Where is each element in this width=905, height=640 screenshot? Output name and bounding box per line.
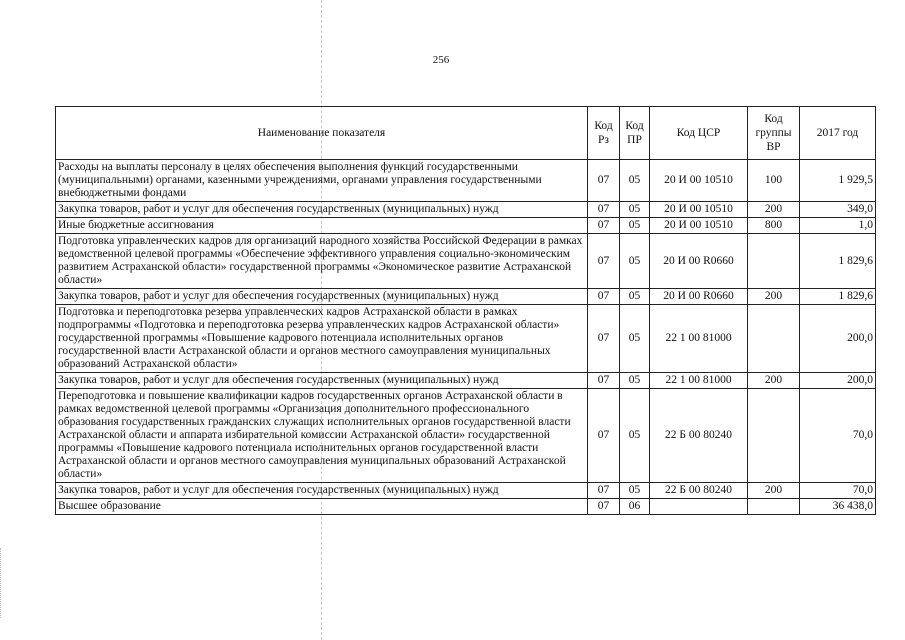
row-pr: 05 <box>620 160 650 202</box>
row-value: 200,0 <box>800 305 876 373</box>
row-rz: 07 <box>588 499 620 515</box>
row-vr: 200 <box>748 202 800 218</box>
row-value: 36 438,0 <box>800 499 876 515</box>
row-csr: 20 И 00 10510 <box>650 218 748 234</box>
row-value: 70,0 <box>800 483 876 499</box>
row-name: Закупка товаров, работ и услуг для обеспечения государственных (муниципальных) нужд <box>56 373 588 389</box>
row-name: Подготовка и переподготовка резерва управленческих кадров Астраханской области в рамках подпрограммы «Подготовка и переподготовка резерва управленческих кадров Астраханской области» государственной программы «Повышение кадрового потенциала исполнительных органов государственной власти Астраханской области и органов местного самоуправления муниципальных образований Астраханской области» <box>56 305 588 373</box>
row-pr: 05 <box>620 483 650 499</box>
table-row <box>56 305 876 373</box>
row-pr: 05 <box>620 289 650 305</box>
row-name: Расходы на выплаты персоналу в целях обеспечения выполнения функций государственными (муниципальными) органами, казенными учреждениями, органами управления государственными внебюджетными фондами <box>56 160 588 202</box>
table-row <box>56 289 876 305</box>
row-csr: 20 И 00 10510 <box>650 202 748 218</box>
row-rz: 07 <box>588 289 620 305</box>
row-rz: 07 <box>588 160 620 202</box>
row-vr <box>748 305 800 373</box>
row-vr: 200 <box>748 373 800 389</box>
header-csr: Код ЦСР <box>650 107 748 160</box>
row-csr: 22 Б 00 80240 <box>650 483 748 499</box>
row-rz: 07 <box>588 483 620 499</box>
row-csr: 22 Б 00 80240 <box>650 389 748 483</box>
row-vr: 100 <box>748 160 800 202</box>
row-value: 1 929,5 <box>800 160 876 202</box>
row-value: 200,0 <box>800 373 876 389</box>
row-value: 1 829,6 <box>800 289 876 305</box>
row-vr: 200 <box>748 483 800 499</box>
row-pr: 05 <box>620 373 650 389</box>
row-rz: 07 <box>588 202 620 218</box>
row-pr: 05 <box>620 305 650 373</box>
row-name: Переподготовка и повышение квалификации кадров государственных органов Астраханской области в рамках ведомственной целевой программы «Организация дополнительного профессионального образования государственных гражданских служащих исполнительных органов государственной власти Астраханской области и аппарата избирательной комиссии Астраханской области» государственной программы «Повышение кадрового потенциала исполнительных органов государственной власти Астраханской области и органов местного самоуправления муниципальных образований Астраханской области» <box>56 389 588 483</box>
table-row <box>56 160 876 202</box>
row-pr: 05 <box>620 202 650 218</box>
scan-margin-mark <box>0 548 1 618</box>
table-row <box>56 499 876 515</box>
header-name: Наименование показателя <box>56 107 588 160</box>
header-vr: Код группы ВР <box>748 107 800 160</box>
row-csr: 20 И 00 R0660 <box>650 289 748 305</box>
row-csr: 22 1 00 81000 <box>650 373 748 389</box>
row-name: Закупка товаров, работ и услуг для обеспечения государственных (муниципальных) нужд <box>56 202 588 218</box>
row-pr: 05 <box>620 389 650 483</box>
table-row <box>56 218 876 234</box>
row-vr <box>748 499 800 515</box>
row-vr <box>748 234 800 289</box>
table-row <box>56 389 876 483</box>
row-rz: 07 <box>588 389 620 483</box>
row-rz: 07 <box>588 305 620 373</box>
row-name: Закупка товаров, работ и услуг для обеспечения государственных (муниципальных) нужд <box>56 289 588 305</box>
row-vr: 200 <box>748 289 800 305</box>
header-pr: Код ПР <box>620 107 650 160</box>
table-row <box>56 234 876 289</box>
row-csr: 20 И 00 R0660 <box>650 234 748 289</box>
row-value: 70,0 <box>800 389 876 483</box>
header-year: 2017 год <box>800 107 876 160</box>
row-pr: 06 <box>620 499 650 515</box>
table-header-row <box>56 107 876 160</box>
row-vr <box>748 389 800 483</box>
row-name: Иные бюджетные ассигнования <box>56 218 588 234</box>
row-csr <box>650 499 748 515</box>
row-pr: 05 <box>620 218 650 234</box>
page-number: 256 <box>432 54 450 66</box>
row-rz: 07 <box>588 234 620 289</box>
row-csr: 20 И 00 10510 <box>650 160 748 202</box>
row-name: Закупка товаров, работ и услуг для обеспечения государственных (муниципальных) нужд <box>56 483 588 499</box>
header-rz: Код Рз <box>588 107 620 160</box>
table-row <box>56 483 876 499</box>
row-value: 349,0 <box>800 202 876 218</box>
row-csr: 22 1 00 81000 <box>650 305 748 373</box>
budget-table <box>55 106 876 515</box>
row-value: 1 829,6 <box>800 234 876 289</box>
row-name: Подготовка управленческих кадров для организаций народного хозяйства Российской Федерации в рамках ведомственной целевой программы «Обеспечение эффективного управления социально-экономическим развитием Астраханской области» государственной программы «Экономическое развитие Астраханской области» <box>56 234 588 289</box>
row-value: 1,0 <box>800 218 876 234</box>
row-name: Высшее образование <box>56 499 588 515</box>
table-row <box>56 373 876 389</box>
row-rz: 07 <box>588 373 620 389</box>
table-row <box>56 202 876 218</box>
row-vr: 800 <box>748 218 800 234</box>
row-pr: 05 <box>620 234 650 289</box>
row-rz: 07 <box>588 218 620 234</box>
